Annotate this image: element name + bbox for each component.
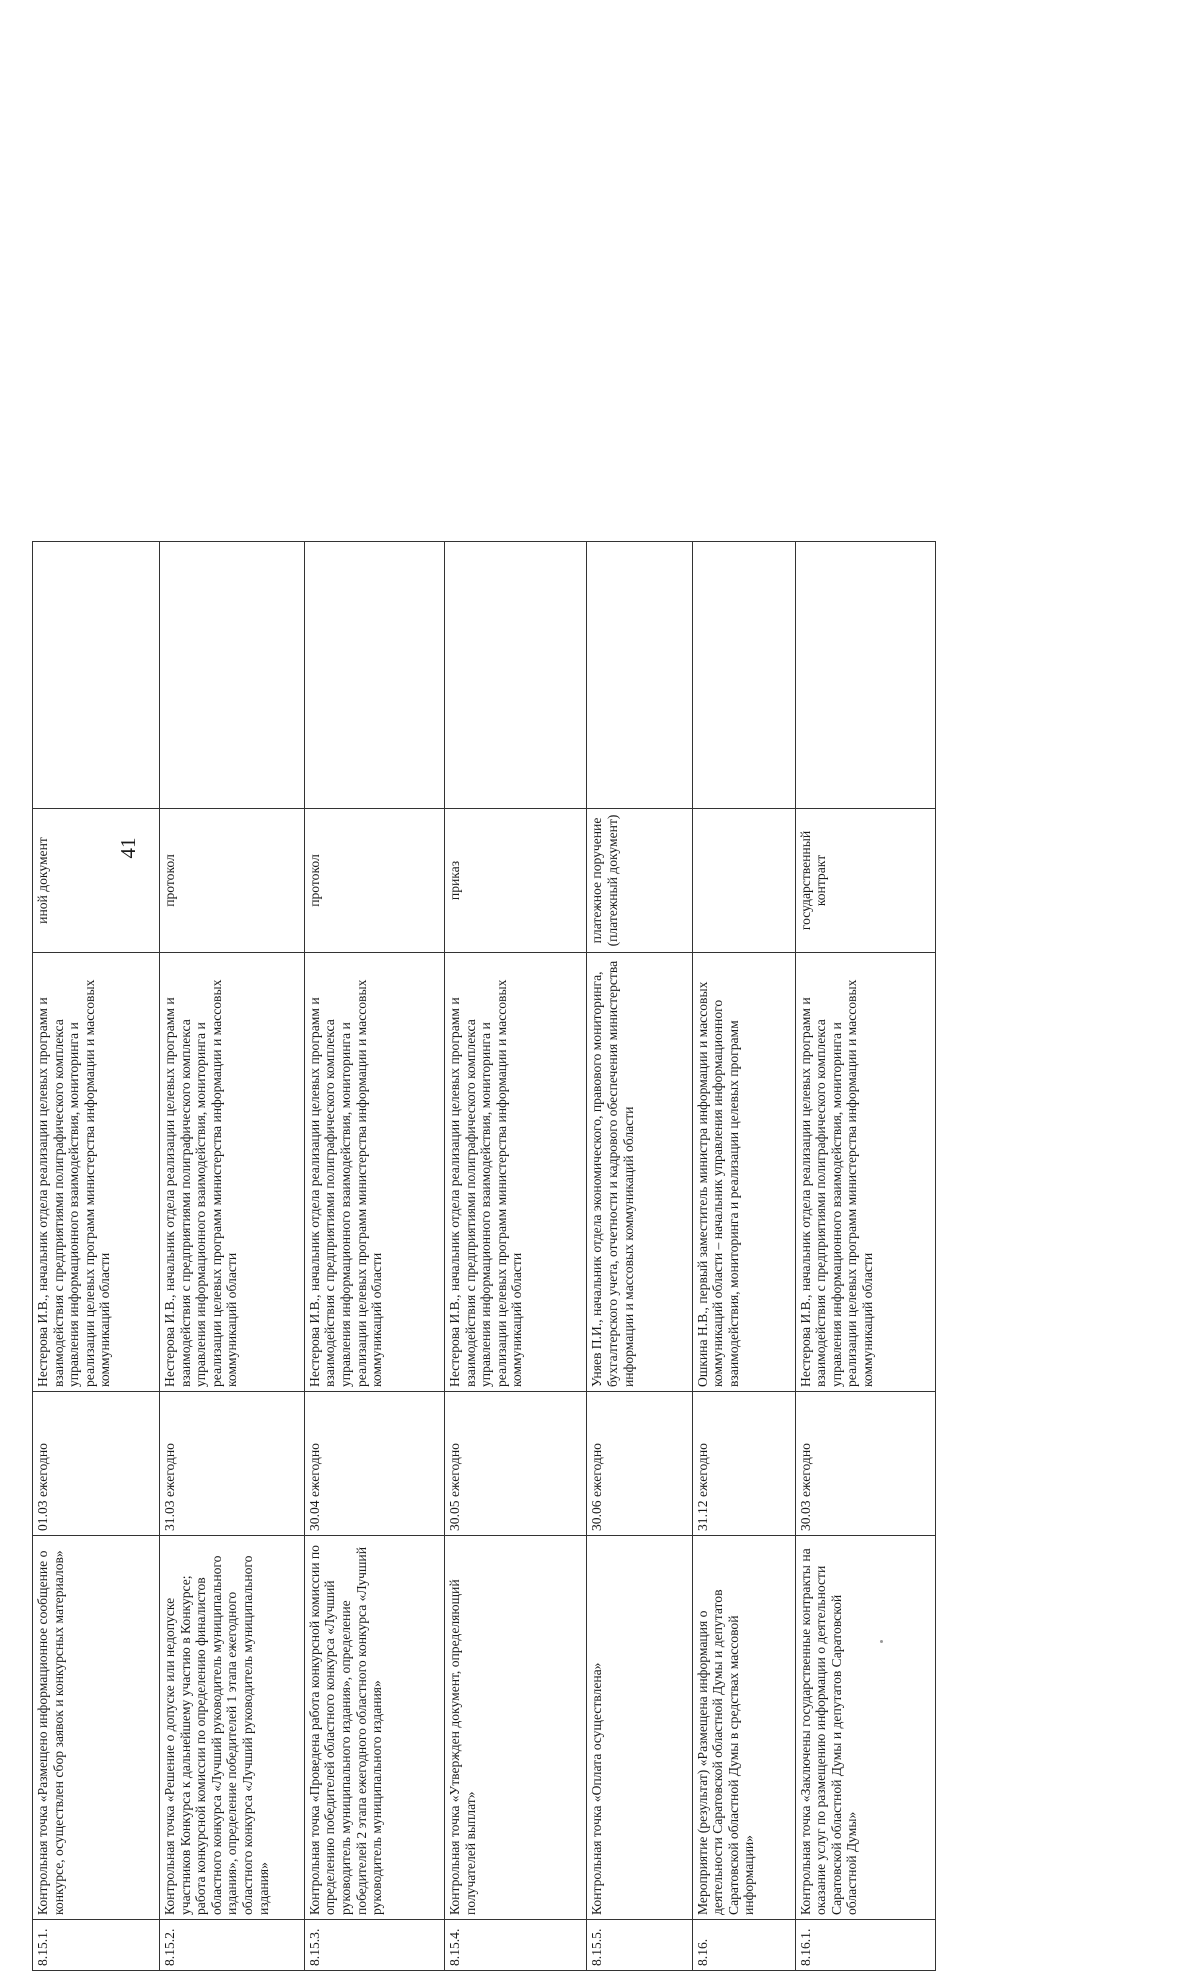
row-responsible: Уняев П.И., начальник отдела экономического, правового мониторинга, бухгалтерского учета, отчетности и кадрового обеспечения министерства информации и массовых коммуникаций области bbox=[587, 953, 692, 1392]
row-date: 31.03 ежегодно bbox=[160, 1392, 305, 1536]
table-row bbox=[445, 542, 587, 1971]
row-name: Контрольная точка «Заключены государственные контракты на оказание услуг по размещению информации о деятельности Саратовской областной Думы и депутатов Саратовской областной Думы» bbox=[795, 1536, 935, 1920]
row-extra bbox=[692, 542, 795, 809]
row-date: 30.04 ежегодно bbox=[304, 1392, 444, 1536]
table-row bbox=[692, 542, 795, 1971]
rotated-table-sheet bbox=[32, 541, 936, 1971]
row-document: иной документ bbox=[33, 809, 160, 953]
row-number: 8.15.3. bbox=[304, 1920, 444, 1971]
row-name: Мероприятие (результат) «Размещена информация о деятельности Саратовской областной Думы и депутатов Саратовской областной Думы в средствах массовой информации» bbox=[692, 1536, 795, 1920]
table-row bbox=[304, 542, 444, 1971]
row-document: платежное поручение (платежный документ) bbox=[587, 809, 692, 953]
row-date: 30.05 ежегодно bbox=[445, 1392, 587, 1536]
row-responsible: Нестерова И.В., начальник отдела реализации целевых программ и взаимодействия с предприятиями полиграфического комплекса управления информационного взаимодействия, мониторинга и реализации целевых программ министерства информации и массовых коммуникаций области bbox=[445, 953, 587, 1392]
row-document: протокол bbox=[160, 809, 305, 953]
row-responsible: Нестерова И.В., начальник отдела реализации целевых программ и взаимодействия с предприятиями полиграфического комплекса управления информационного взаимодействия, мониторинга и реализации целевых программ министерства информации и массовых коммуникаций области bbox=[160, 953, 305, 1392]
row-date: 31.12 ежегодно bbox=[692, 1392, 795, 1536]
row-name: Контрольная точка «Оплата осуществлена» bbox=[587, 1536, 692, 1920]
row-extra bbox=[304, 542, 444, 809]
row-responsible: Нестерова И.В., начальник отдела реализации целевых программ и взаимодействия с предприятиями полиграфического комплекса управления информационного взаимодействия, мониторинга и реализации целевых программ министерства информации и массовых коммуникаций области bbox=[795, 953, 935, 1392]
row-number: 8.16.1. bbox=[795, 1920, 935, 1971]
row-date: 30.03 ежегодно bbox=[795, 1392, 935, 1536]
scan-speck bbox=[880, 1640, 883, 1643]
row-extra bbox=[795, 542, 935, 809]
row-extra bbox=[160, 542, 305, 809]
row-number: 8.15.5. bbox=[587, 1920, 692, 1971]
table-row bbox=[160, 542, 305, 1971]
table-row bbox=[33, 542, 160, 1971]
row-document bbox=[692, 809, 795, 953]
row-name: Контрольная точка «Проведена работа конкурсной комиссии по определению победителей областного конкурса «Лучший руководитель муниципального издания», определение победителей 2 этапа ежегодного областного конкурса «Лучший руководитель муниципального издания» bbox=[304, 1536, 444, 1920]
row-extra bbox=[445, 542, 587, 809]
row-date: 01.03 ежегодно bbox=[33, 1392, 160, 1536]
table-row bbox=[795, 542, 935, 1971]
row-number: 8.15.4. bbox=[445, 1920, 587, 1971]
row-date: 30.06 ежегодно bbox=[587, 1392, 692, 1536]
row-extra bbox=[33, 542, 160, 809]
row-number: 8.16. bbox=[692, 1920, 795, 1971]
row-responsible: Нестерова И.В., начальник отдела реализации целевых программ и взаимодействия с предприятиями полиграфического комплекса управления информационного взаимодействия, мониторинга и реализации целевых программ министерства информации и массовых коммуникаций области bbox=[304, 953, 444, 1392]
row-responsible: Нестерова И.В., начальник отдела реализации целевых программ и взаимодействия с предприятиями полиграфического комплекса управления информационного взаимодействия, мониторинга и реализации целевых программ министерства информации и массовых коммуникаций области bbox=[33, 953, 160, 1392]
plan-table bbox=[32, 541, 936, 1971]
row-extra bbox=[587, 542, 692, 809]
row-name: Контрольная точка «Размещено информационное сообщение о конкурсе, осуществлен сбор заявок и конкурсных материалов» bbox=[33, 1536, 160, 1920]
row-number: 8.15.2. bbox=[160, 1920, 305, 1971]
table-row bbox=[587, 542, 692, 1971]
row-document: государственный контракт bbox=[795, 809, 935, 953]
row-name: Контрольная точка «Утвержден документ, определяющий получателей выплат» bbox=[445, 1536, 587, 1920]
page-number: 41 bbox=[116, 837, 140, 859]
row-name: Контрольная точка «Решение о допуске или недопуске участников Конкурса к дальнейшему участию в Конкурсе; работа конкурсной комиссии по определению финалистов областного конкурса «Лучший руководитель муниципального издания», определение победителей 1 этапа ежегодного областного конкурса «Лучший руководитель муниципального издания» bbox=[160, 1536, 305, 1920]
row-document: приказ bbox=[445, 809, 587, 953]
row-number: 8.15.1. bbox=[33, 1920, 160, 1971]
row-responsible: Ошкина Н.В., первый заместитель министра информации и массовых коммуникаций области – начальник управления информационного взаимодействия, мониторинга и реализации целевых программ bbox=[692, 953, 795, 1392]
row-document: протокол bbox=[304, 809, 444, 953]
